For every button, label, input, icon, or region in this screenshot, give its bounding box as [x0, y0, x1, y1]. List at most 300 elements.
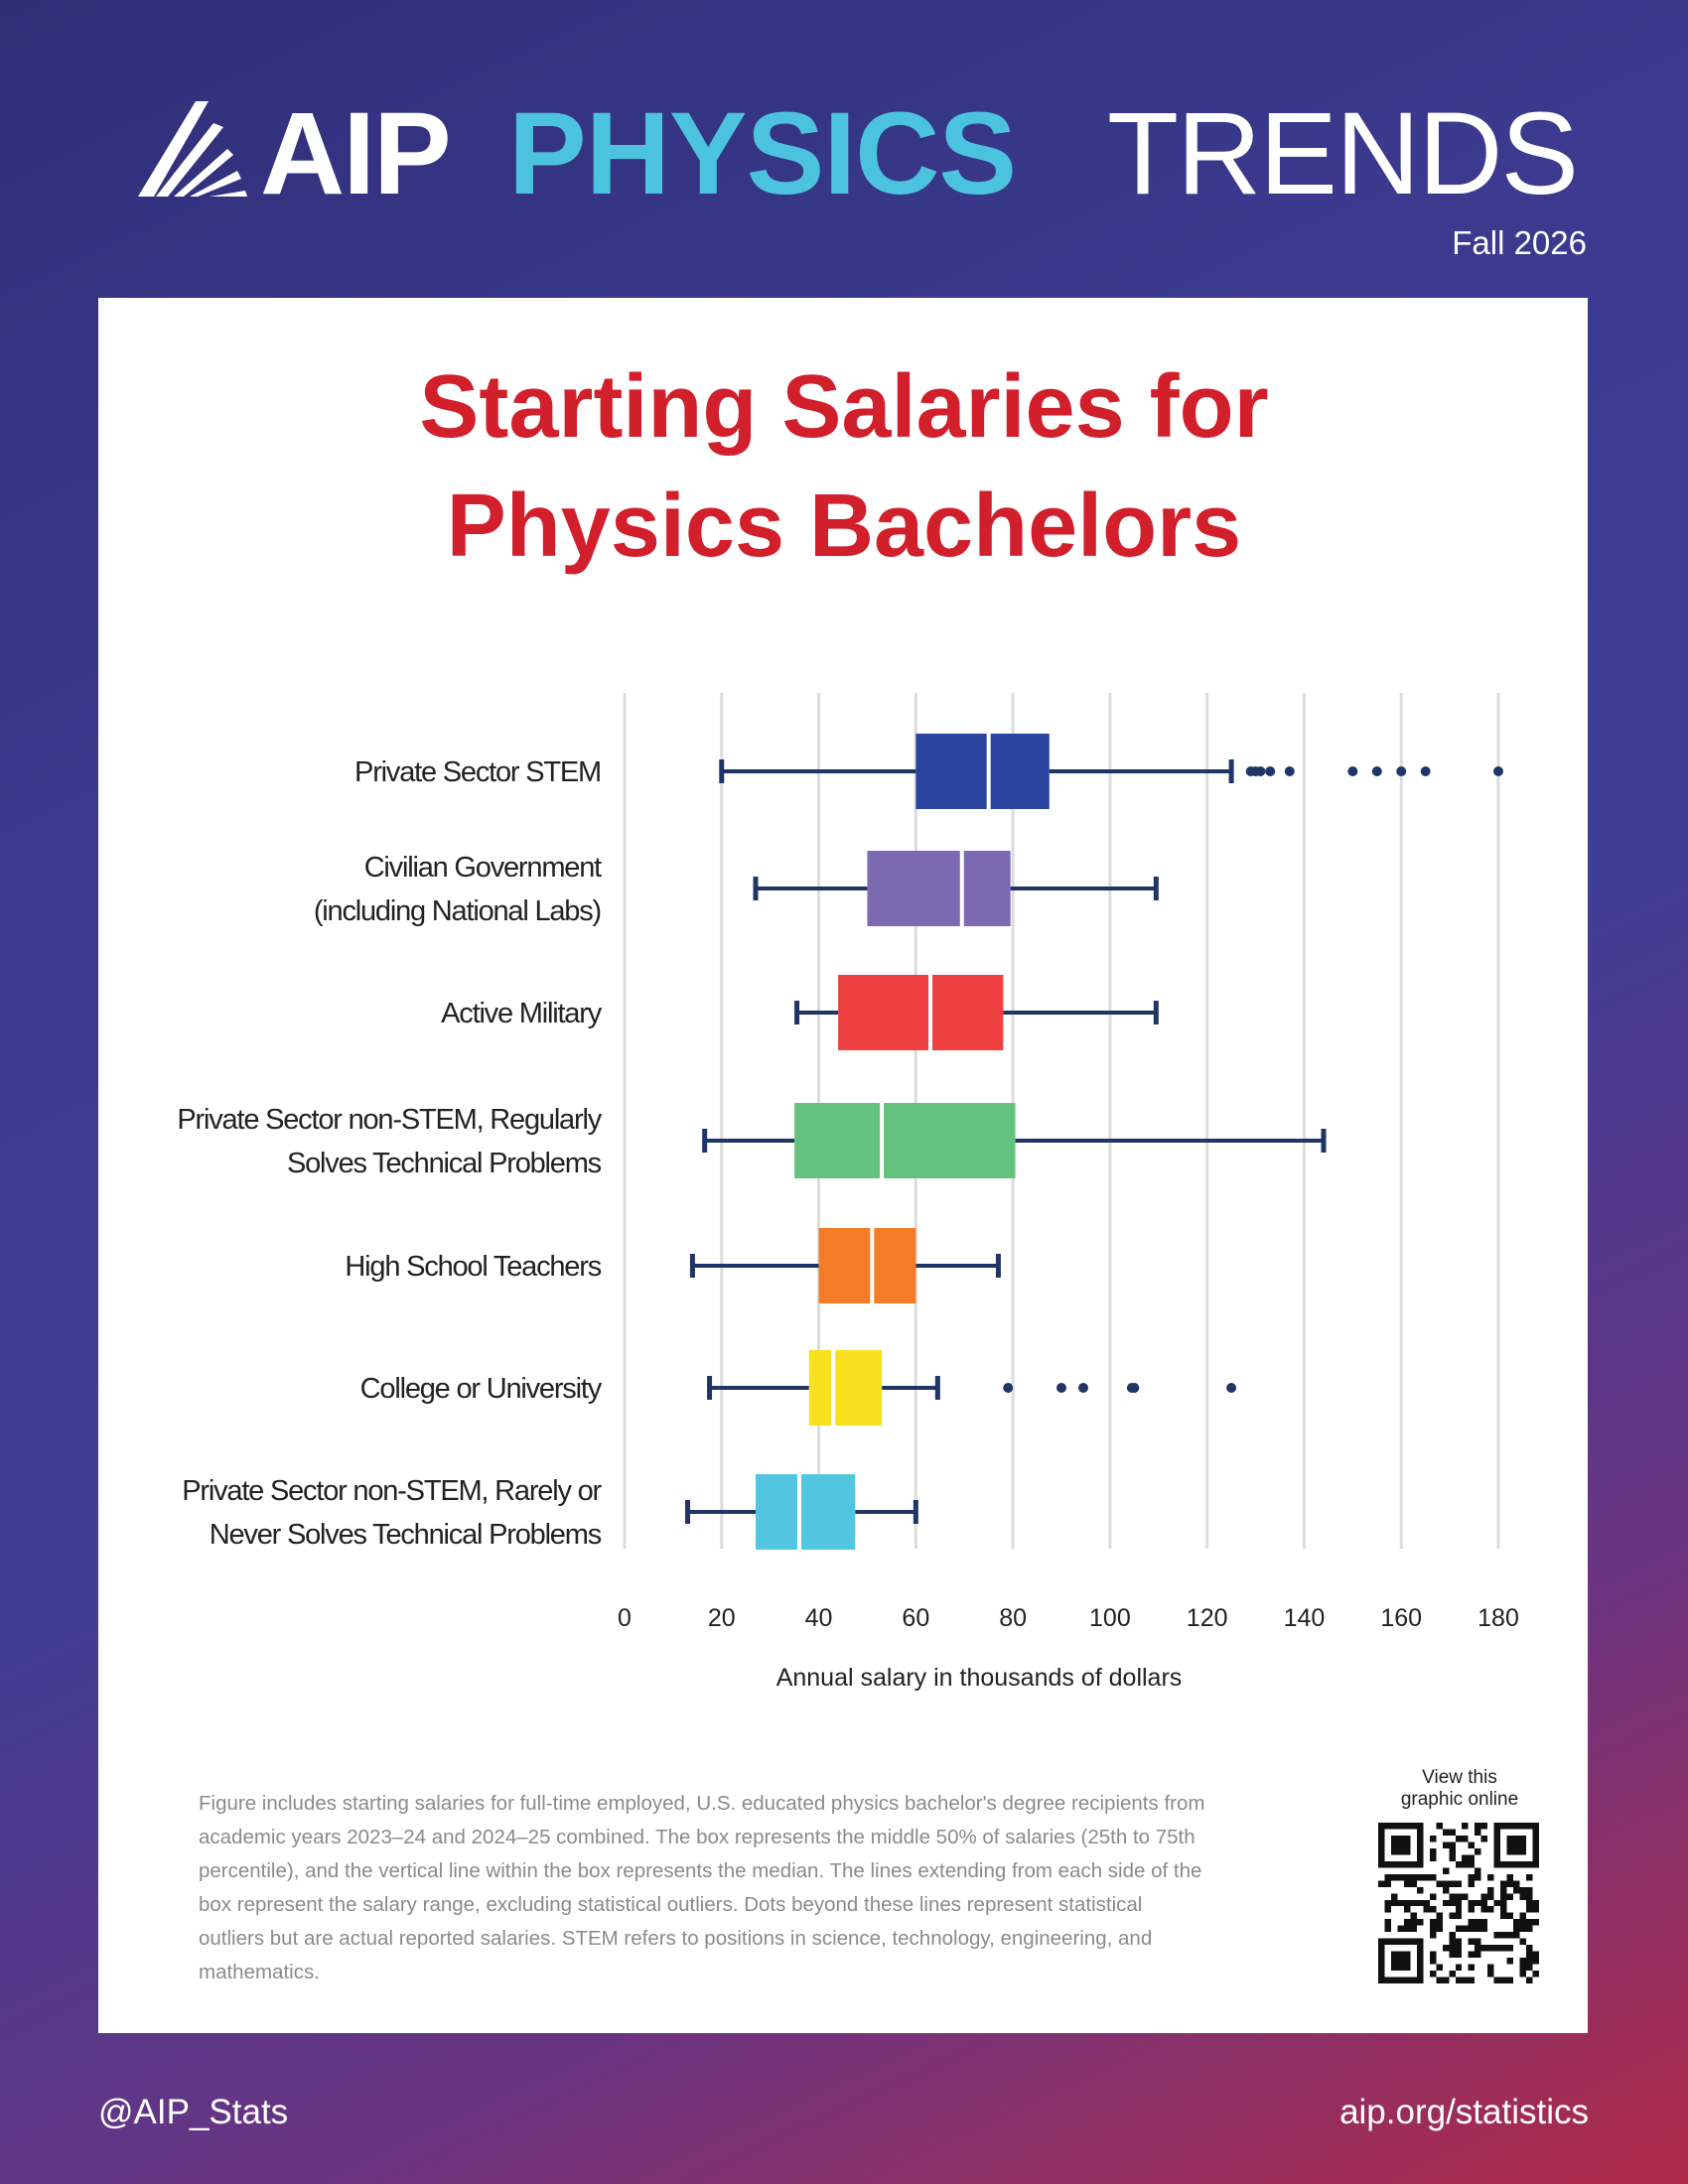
qr-module: [1462, 1861, 1468, 1867]
qr-module: [1449, 1842, 1455, 1847]
qr-module: [1378, 1939, 1384, 1945]
footer-website-link[interactable]: aip.org/statistics: [1339, 2093, 1589, 2131]
qr-module: [1507, 1958, 1513, 1964]
outlier-point: [1255, 766, 1265, 776]
qr-module: [1404, 1906, 1410, 1912]
qr-module: [1378, 1965, 1384, 1971]
qr-module: [1384, 1906, 1390, 1912]
qr-module: [1500, 1861, 1506, 1867]
qr-module: [1378, 1854, 1384, 1860]
qr-module: [1469, 1952, 1475, 1958]
qr-module: [1404, 1842, 1410, 1847]
qr-module: [1481, 1836, 1487, 1842]
qr-module: [1449, 1913, 1455, 1919]
qr-module: [1475, 1874, 1480, 1880]
qr-module: [1526, 1874, 1532, 1880]
qr-module: [1481, 1945, 1487, 1951]
outlier-point: [1372, 766, 1382, 776]
box: [809, 1350, 882, 1426]
qr-module: [1449, 1854, 1455, 1860]
qr-module: [1533, 1906, 1539, 1912]
category-label: College or University: [359, 1373, 601, 1405]
qr-module: [1430, 1854, 1436, 1860]
qr-module: [1520, 1958, 1526, 1964]
qr-module: [1520, 1842, 1526, 1847]
qr-module: [1397, 1958, 1403, 1964]
qr-module: [1507, 1861, 1513, 1867]
x-tick-label: 40: [804, 1604, 833, 1632]
qr-module: [1410, 1900, 1416, 1906]
qr-module: [1507, 1836, 1513, 1842]
qr-module: [1397, 1978, 1403, 1983]
qr-module: [1384, 1978, 1390, 1983]
qr-module: [1449, 1939, 1455, 1945]
qr-module: [1410, 1880, 1416, 1886]
qr-module: [1513, 1861, 1519, 1867]
qr-module: [1410, 1823, 1416, 1829]
qr-caption-line-2: graphic online: [1400, 1789, 1519, 1810]
qr-module: [1526, 1887, 1532, 1893]
x-tick-label: 140: [1283, 1604, 1326, 1632]
qr-module: [1513, 1823, 1519, 1829]
qr-module: [1487, 1965, 1493, 1971]
qr-module: [1391, 1958, 1397, 1964]
qr-module: [1417, 1965, 1423, 1971]
qr-module: [1410, 1926, 1416, 1932]
qr-module: [1462, 1926, 1468, 1932]
qr-module: [1397, 1823, 1403, 1829]
qr-module: [1391, 1842, 1397, 1847]
qr-module: [1417, 1952, 1423, 1958]
qr-module: [1384, 1919, 1390, 1925]
qr-module: [1391, 1874, 1397, 1880]
qr-module: [1513, 1932, 1519, 1938]
qr-module: [1417, 1861, 1423, 1867]
qr-module: [1533, 1854, 1539, 1860]
qr-module: [1507, 1945, 1513, 1951]
qr-module: [1487, 1893, 1493, 1899]
qr-module: [1481, 1823, 1487, 1829]
qr-module: [1417, 1939, 1423, 1945]
box: [819, 1228, 916, 1303]
qr-module: [1533, 1829, 1539, 1835]
qr-module: [1397, 1926, 1403, 1932]
qr-module: [1500, 1893, 1506, 1899]
qr-module: [1449, 1848, 1455, 1854]
qr-module: [1397, 1874, 1403, 1880]
x-tick-label: 180: [1477, 1604, 1519, 1632]
qr-module: [1404, 1900, 1410, 1906]
qr-module: [1487, 1971, 1493, 1977]
qr-module: [1417, 1848, 1423, 1854]
x-tick-label: 80: [999, 1604, 1028, 1632]
outlier-point: [1003, 1383, 1013, 1393]
qr-module: [1475, 1823, 1480, 1829]
qr-module: [1481, 1893, 1487, 1899]
qr-module: [1526, 1893, 1532, 1899]
qr-module: [1526, 1900, 1532, 1906]
qr-module: [1430, 1919, 1436, 1925]
qr-module: [1384, 1861, 1390, 1867]
category-label: Private Sector non-STEM, Regularly: [177, 1104, 601, 1136]
x-axis-label: Annual salary in thousands of dollars: [775, 1664, 1183, 1692]
qr-module: [1507, 1842, 1513, 1847]
qr-module: [1397, 1836, 1403, 1842]
qr-module: [1520, 1965, 1526, 1971]
x-tick-label: 0: [618, 1604, 632, 1632]
qr-module: [1526, 1958, 1532, 1964]
qr-module: [1443, 1900, 1449, 1906]
qr-module: [1533, 1919, 1539, 1925]
qr-module: [1430, 1932, 1436, 1938]
qr-module: [1469, 1939, 1475, 1945]
qr-module: [1507, 1978, 1513, 1983]
category-label: (including National Labs): [313, 895, 601, 927]
qr-module: [1397, 1939, 1403, 1945]
qr-module: [1384, 1939, 1390, 1945]
qr-module: [1462, 1893, 1468, 1899]
qr-module: [1520, 1836, 1526, 1842]
qr-module: [1443, 1945, 1449, 1951]
qr-module: [1475, 1848, 1480, 1854]
qr-module: [1397, 1952, 1403, 1958]
qr-module: [1378, 1945, 1384, 1951]
qr-module: [1487, 1945, 1493, 1951]
qr-module: [1533, 1842, 1539, 1847]
category-label: Private Sector STEM: [354, 756, 601, 788]
qr-module: [1520, 1919, 1526, 1925]
chart-title-line-2: Physics Bachelors: [446, 477, 1242, 576]
x-tick-label: 100: [1089, 1604, 1131, 1632]
qr-module: [1456, 1952, 1462, 1958]
qr-module: [1391, 1823, 1397, 1829]
qr-module: [1526, 1906, 1532, 1912]
qr-module: [1417, 1958, 1423, 1964]
qr-module: [1417, 1836, 1423, 1842]
qr-module: [1404, 1978, 1410, 1983]
qr-module: [1533, 1958, 1539, 1964]
qr-module: [1378, 1952, 1384, 1958]
qr-module: [1500, 1880, 1506, 1886]
qr-module: [1507, 1932, 1513, 1938]
box: [756, 1474, 855, 1550]
category-label: Active Military: [441, 998, 601, 1029]
qr-module: [1481, 1906, 1487, 1912]
qr-module: [1500, 1978, 1506, 1983]
qr-module: [1469, 1874, 1475, 1880]
qr-module: [1500, 1932, 1506, 1938]
qr-module: [1404, 1874, 1410, 1880]
qr-module: [1430, 1926, 1436, 1932]
qr-module: [1513, 1842, 1519, 1847]
category-label: Civilian Government: [363, 852, 601, 884]
qr-module: [1469, 1978, 1475, 1983]
qr-module: [1475, 1939, 1480, 1945]
qr-module: [1526, 1919, 1532, 1925]
qr-module: [1526, 1952, 1532, 1958]
qr-module: [1513, 1880, 1519, 1886]
qr-module: [1417, 1919, 1423, 1925]
outlier-point: [1285, 766, 1295, 776]
qr-module: [1494, 1900, 1500, 1906]
qr-module: [1475, 1829, 1480, 1835]
qr-module: [1494, 1836, 1500, 1842]
chart-title-line-1: Starting Salaries for: [419, 357, 1269, 457]
qr-module: [1513, 1887, 1519, 1893]
outlier-point: [1056, 1383, 1066, 1393]
qr-module: [1487, 1874, 1493, 1880]
qr-module: [1430, 1893, 1436, 1899]
qr-module: [1391, 1939, 1397, 1945]
qr-module: [1378, 1861, 1384, 1867]
category-labels: [177, 756, 602, 1551]
qr-module: [1443, 1867, 1449, 1873]
qr-module: [1533, 1848, 1539, 1854]
qr-module: [1436, 1978, 1442, 1983]
box: [838, 975, 1003, 1050]
qr-module: [1462, 1823, 1468, 1829]
qr-module: [1475, 1945, 1480, 1951]
qr-module: [1378, 1978, 1384, 1983]
qr-module: [1404, 1926, 1410, 1932]
qr-module: [1500, 1823, 1506, 1829]
qr-module: [1417, 1854, 1423, 1860]
qr-module: [1417, 1887, 1423, 1893]
brand-trends: TRENDS: [1107, 88, 1578, 219]
qr-module: [1487, 1906, 1493, 1912]
box: [867, 851, 1010, 926]
qr-module: [1449, 1952, 1455, 1958]
qr-module: [1507, 1874, 1513, 1880]
qr-module: [1449, 1932, 1455, 1938]
qr-module: [1469, 1900, 1475, 1906]
qr-module: [1430, 1952, 1436, 1958]
qr-caption-line-1: View this: [1422, 1767, 1497, 1788]
qr-module: [1520, 1913, 1526, 1919]
qr-module: [1520, 1848, 1526, 1854]
outlier-point: [1347, 766, 1357, 776]
qr-module: [1533, 1823, 1539, 1829]
qr-module: [1500, 1906, 1506, 1912]
grid-lines: [625, 693, 1498, 1549]
qr-module: [1526, 1861, 1532, 1867]
qr-module: [1404, 1880, 1410, 1886]
brand-aip: AIP: [260, 88, 450, 219]
category-label: High School Teachers: [345, 1251, 601, 1283]
qr-module: [1520, 1926, 1526, 1932]
qr-module: [1494, 1861, 1500, 1867]
qr-module: [1494, 1842, 1500, 1847]
qr-module: [1507, 1880, 1513, 1886]
qr-module: [1494, 1823, 1500, 1829]
qr-module: [1475, 1952, 1480, 1958]
qr-module: [1462, 1854, 1468, 1860]
qr-module: [1456, 1926, 1462, 1932]
qr-module: [1507, 1848, 1513, 1854]
qr-module: [1430, 1874, 1436, 1880]
qr-module: [1378, 1848, 1384, 1854]
qr-module: [1430, 1848, 1436, 1854]
box: [915, 734, 1049, 809]
qr-module: [1513, 1919, 1519, 1925]
qr-module: [1526, 1945, 1532, 1951]
qr-module: [1384, 1874, 1390, 1880]
qr-module: [1430, 1836, 1436, 1842]
qr-module: [1417, 1978, 1423, 1983]
qr-code-icon[interactable]: [1378, 1823, 1539, 1983]
qr-module: [1443, 1887, 1449, 1893]
qr-module: [1391, 1836, 1397, 1842]
qr-module: [1456, 1861, 1462, 1867]
qr-module: [1449, 1945, 1455, 1951]
qr-module: [1456, 1880, 1462, 1886]
qr-module: [1469, 1861, 1475, 1867]
category-label: Private Sector non-STEM, Rarely or: [182, 1475, 601, 1507]
qr-module: [1417, 1842, 1423, 1847]
qr-module: [1456, 1836, 1462, 1842]
qr-module: [1404, 1919, 1410, 1925]
qr-module: [1520, 1971, 1526, 1977]
outlier-point: [1396, 766, 1406, 776]
qr-module: [1456, 1978, 1462, 1983]
qr-module: [1469, 1880, 1475, 1886]
qr-module: [1449, 1900, 1455, 1906]
qr-module: [1378, 1971, 1384, 1977]
qr-module: [1436, 1919, 1442, 1925]
qr-module: [1481, 1919, 1487, 1925]
qr-module: [1397, 1900, 1403, 1906]
qr-module: [1526, 1926, 1532, 1932]
qr-module: [1391, 1900, 1397, 1906]
qr-module: [1430, 1958, 1436, 1964]
qr-module: [1410, 1874, 1416, 1880]
qr-module: [1391, 1893, 1397, 1899]
qr-module: [1430, 1971, 1436, 1977]
qr-module: [1456, 1965, 1462, 1971]
qr-module: [1436, 1913, 1442, 1919]
qr-module: [1507, 1893, 1513, 1899]
chart-marks: [688, 734, 1503, 1550]
qr-module: [1469, 1919, 1475, 1925]
qr-module: [1456, 1893, 1462, 1899]
qr-module: [1475, 1919, 1480, 1925]
qr-module: [1462, 1978, 1468, 1983]
qr-module: [1494, 1945, 1500, 1951]
qr-module: [1378, 1823, 1384, 1829]
qr-module: [1469, 1926, 1475, 1932]
qr-module: [1494, 1932, 1500, 1938]
qr-module: [1417, 1829, 1423, 1835]
qr-module: [1417, 1874, 1423, 1880]
qr-module: [1533, 1971, 1539, 1977]
qr-module: [1436, 1880, 1442, 1886]
qr-module: [1520, 1861, 1526, 1867]
qr-module: [1404, 1958, 1410, 1964]
qr-module: [1481, 1926, 1487, 1932]
qr-module: [1378, 1880, 1384, 1886]
x-tick-label: 160: [1380, 1604, 1423, 1632]
qr-module: [1410, 1919, 1416, 1925]
category-label: Never Solves Technical Problems: [209, 1519, 601, 1551]
qr-module: [1436, 1823, 1442, 1829]
qr-module: [1513, 1926, 1519, 1932]
qr-module: [1378, 1829, 1384, 1835]
qr-module: [1384, 1880, 1390, 1886]
qr-module: [1475, 1867, 1480, 1873]
qr-module: [1456, 1913, 1462, 1919]
qr-module: [1507, 1823, 1513, 1829]
qr-module: [1384, 1900, 1390, 1906]
qr-module: [1443, 1880, 1449, 1886]
qr-module: [1404, 1861, 1410, 1867]
qr-module: [1500, 1900, 1506, 1906]
category-label: Solves Technical Problems: [286, 1148, 601, 1179]
qr-module: [1469, 1842, 1475, 1847]
qr-module: [1449, 1829, 1455, 1835]
qr-module: [1417, 1945, 1423, 1951]
qr-module: [1469, 1906, 1475, 1912]
outlier-point: [1265, 766, 1275, 776]
qr-module: [1443, 1842, 1449, 1847]
qr-module: [1520, 1823, 1526, 1829]
qr-module: [1443, 1978, 1449, 1983]
qr-module: [1494, 1978, 1500, 1983]
qr-module: [1462, 1836, 1468, 1842]
qr-module: [1391, 1848, 1397, 1854]
qr-module: [1423, 1874, 1429, 1880]
qr-module: [1487, 1887, 1493, 1893]
qr-module: [1449, 1880, 1455, 1886]
tick-labels: [618, 1604, 1519, 1632]
qr-module: [1475, 1926, 1480, 1932]
qr-module: [1404, 1823, 1410, 1829]
qr-module: [1500, 1913, 1506, 1919]
outlier-point: [1493, 766, 1503, 776]
qr-module: [1507, 1913, 1513, 1919]
qr-module: [1391, 1965, 1397, 1971]
qr-module: [1526, 1823, 1532, 1829]
x-tick-label: 20: [707, 1604, 736, 1632]
edition-label: Fall 2026: [1452, 224, 1587, 261]
qr-module: [1436, 1965, 1442, 1971]
qr-module: [1378, 1958, 1384, 1964]
qr-module: [1404, 1848, 1410, 1854]
qr-module: [1410, 1939, 1416, 1945]
x-tick-label: 60: [902, 1604, 930, 1632]
qr-module: [1526, 1965, 1532, 1971]
qr-module: [1469, 1854, 1475, 1860]
x-tick-label: 120: [1186, 1604, 1228, 1632]
outlier-point: [1129, 1383, 1139, 1393]
qr-module: [1456, 1906, 1462, 1912]
qr-module: [1417, 1823, 1423, 1829]
footer-twitter-handle[interactable]: @AIP_Stats: [98, 2093, 289, 2131]
qr-module: [1456, 1945, 1462, 1951]
qr-module: [1404, 1952, 1410, 1958]
qr-module: [1384, 1926, 1390, 1932]
qr-module: [1449, 1893, 1455, 1899]
qr-module: [1494, 1829, 1500, 1835]
qr-module: [1475, 1900, 1480, 1906]
qr-module: [1520, 1939, 1526, 1945]
qr-module: [1423, 1906, 1429, 1912]
outlier-point: [1078, 1383, 1088, 1393]
qr-module: [1533, 1836, 1539, 1842]
qr-module: [1391, 1978, 1397, 1983]
qr-module: [1500, 1945, 1506, 1951]
qr-module: [1513, 1848, 1519, 1854]
qr-module: [1423, 1900, 1429, 1906]
